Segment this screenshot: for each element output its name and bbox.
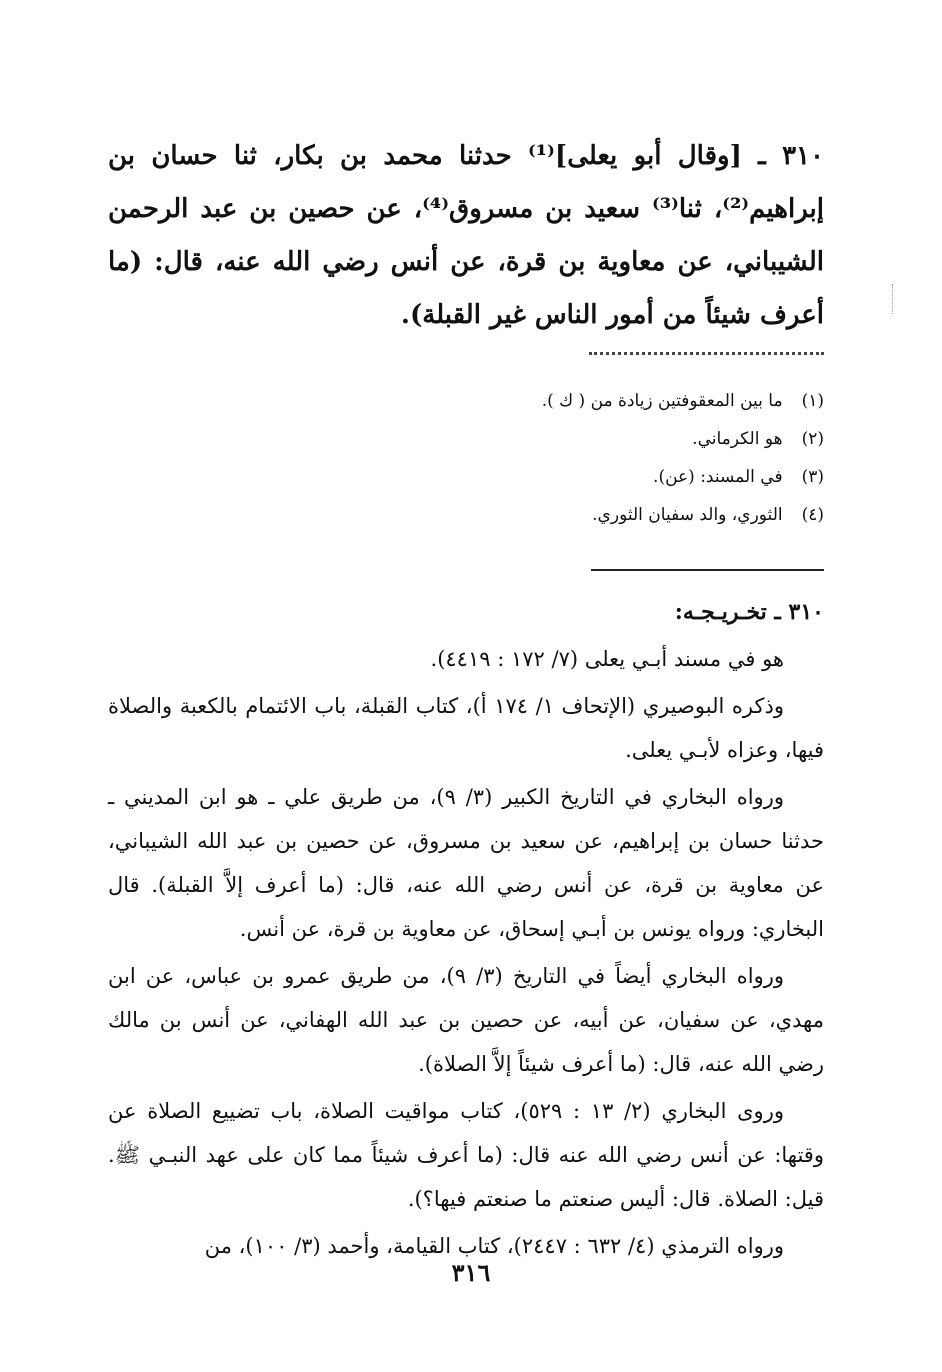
takhrij-paragraph: ورواه البخاري أيضاً في التاريخ (٣/ ٩)، من طريق عمرو بن عباس، عن ابن مهدي، عن سفيان، عن أبيه، عن حصين بن عبد الله الهفاني، عن أنس بن مالك رضي الله عنه، قال: (ما أعرف شيئاً إلاَّ الصلاة). [108,964,824,1076]
footnote-item [124,420,824,458]
footnote-item [124,382,824,420]
footnote-item [124,496,824,534]
margin-mark [892,284,899,314]
footnote-number: (١) [801,391,824,411]
footnote-number: (٤) [801,505,824,525]
takhrij-paragraph: ورواه الترمذي (٤/ ٦٣٢ : ٢٤٤٧)، كتاب القيامة، وأحمد (٣/ ١٠٠)، من [204,1234,784,1258]
footnote-item [124,458,824,496]
footnote-number: (٣) [801,467,824,487]
page-number: ٣١٦ [451,1258,491,1287]
takhrij-heading: ٣١٠ ـ تخـريـجـه: [674,599,824,625]
footnote-number: (٢) [801,429,824,449]
hadith-paragraph: ٣١٠ ـ [وقال أبو يعلى]⁽¹⁾ حدثنا محمد بن بكار، ثنا حسان بن إبراهيم⁽²⁾، ثنا⁽³⁾ سعيد بن مسروق⁽⁴⁾، عن حصين بن عبد الرحمن الشيباني، عن معاوية بن قرة، عن أنس رضي الله عنه، قال: (ما أعرف شيئاً من أمور الناس غير القبلة). [108,141,824,330]
takhrij-paragraph: ورواه البخاري في التاريخ الكبير (٣/ ٩)، من طريق علي ـ هو ابن المديني ـ حدثنا حسان بن إبراهيم، عن سعيد بن مسروق، عن حصين بن عبد الله الشيباني، عن معاوية بن قرة، عن أنس رضي الله عنه، قال: (ما أعرف إلاَّ القبلة). قال البخاري: ورواه يونس بن أبـي إسحاق، عن معاوية بن قرة، عن أنس. [108,785,824,941]
takhrij-paragraph: وذكره البوصيري (الإتحاف ١/ ١٧٤ أ)، كتاب القبلة، باب الائتمام بالكعبة والصلاة فيها، وعزاه لأبـي يعلى. [108,694,824,762]
footnotes [124,382,824,534]
hadith-text [108,130,824,342]
footnote-text: ما بين المعقوفتين زيادة من ( ك ). [541,391,783,411]
takhrij-section [108,590,824,1271]
takhrij-paragraph: هو في مسند أبـي يعلى (٧/ ١٧٢ : ٤٤١٩). [430,647,784,671]
footnote-text: الثوري، والد سفيان الثوري. [592,505,783,525]
footnote-text: هو الكرماني. [692,429,783,449]
footnote-separator [589,352,824,355]
takhrij-paragraph: وروى البخاري (٢/ ١٣ : ٥٢٩)، كتاب مواقيت الصلاة، باب تضييع الصلاة عن وقتها: عن أنس رضي الله عنه قال: (ما أعرف شيئاً مما كان على عهد النبـي ﷺ. قيل: الصلاة. قال: أليس صنعتم ما صنعتم فيها؟). [108,1099,824,1211]
footnote-text: في المسند: (عن). [653,467,783,487]
section-divider [591,569,824,571]
